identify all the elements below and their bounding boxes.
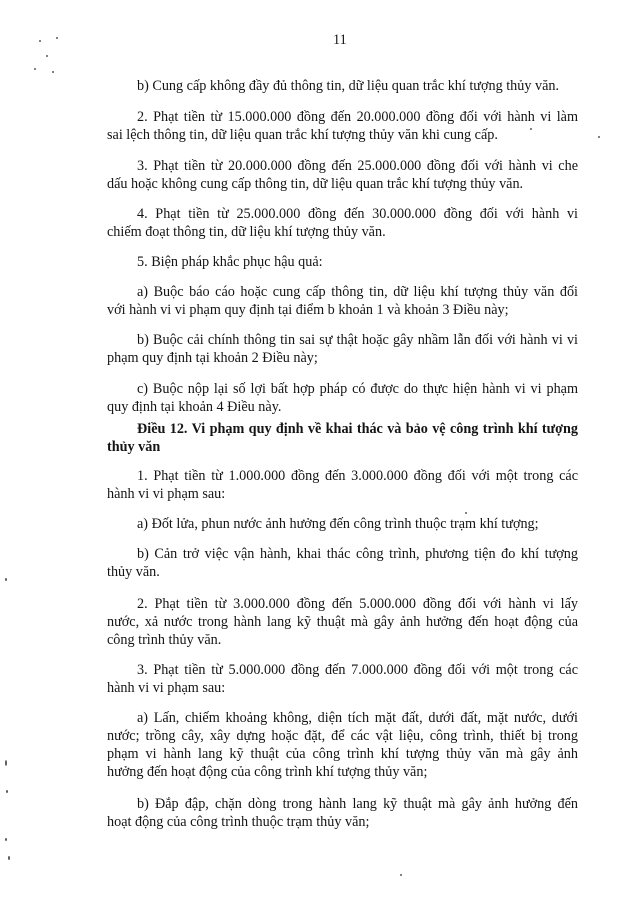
- text-line: b) Buộc cải chính thông tin sai sự thật hoặc gây nhầm lẫn đối với hành vi vi: [137, 332, 578, 348]
- scan-speck: [5, 760, 7, 766]
- text-line: a) Lấn, chiếm khoảng không, diện tích mặt đất, dưới đất, mặt nước, dưới: [137, 710, 578, 726]
- text-line: thủy văn.: [107, 564, 160, 580]
- text-line: a) Đốt lửa, phun nước ảnh hưởng đến công trình thuộc trạm khí tượng;: [137, 516, 539, 532]
- page-number: 11: [333, 32, 347, 48]
- text-line: phạm vi hành lang kỹ thuật của công trình khí tượng thủy văn mà gây ảnh: [107, 746, 578, 762]
- scan-speck: [52, 71, 54, 73]
- clause-1-point-b: [107, 77, 578, 95]
- text-line: sai lệch thông tin, dữ liệu quan trắc khí tượng thủy văn khi cung cấp.: [107, 127, 498, 143]
- text-line: hành vi vi phạm sau:: [107, 680, 226, 696]
- text-line: b) Đắp đập, chặn dòng trong hành lang kỹ thuật mà gây ảnh hưởng đến: [137, 796, 578, 812]
- text-line: công trình thủy văn.: [107, 632, 222, 648]
- text-line: quy định tại khoản 4 Điều này.: [107, 399, 282, 415]
- text-line: b) Cung cấp không đầy đủ thông tin, dữ liệu quan trắc khí tượng thủy văn.: [137, 78, 560, 94]
- text-line: 2. Phạt tiền từ 15.000.000 đồng đến 20.000.000 đồng đối với hành vi làm: [137, 109, 578, 125]
- remedy-point-b: [107, 331, 578, 367]
- text-line: a) Buộc báo cáo hoặc cung cấp thông tin, dữ liệu khí tượng thủy văn đối: [137, 284, 578, 300]
- text-line: 2. Phạt tiền từ 3.000.000 đồng đến 5.000.000 đồng đối với hành vi lấy: [137, 596, 578, 612]
- text-line: hưởng đến hoạt động của công trình khí tượng thủy văn;: [107, 764, 428, 780]
- text-line: hành vi vi phạm sau:: [107, 486, 226, 502]
- text-line: 5. Biện pháp khắc phục hậu quả:: [137, 254, 323, 270]
- clause-2: [107, 108, 578, 144]
- scan-speck: [5, 578, 7, 581]
- clause-4: [107, 205, 578, 241]
- scan-speck: [56, 37, 58, 39]
- scan-speck: [400, 874, 402, 876]
- remedy-point-c: [107, 380, 578, 416]
- scan-speck: [598, 136, 600, 138]
- text-line: 3. Phạt tiền từ 20.000.000 đồng đến 25.000.000 đồng đối với hành vi che: [137, 158, 578, 174]
- text-line: nước; trồng cây, xây dựng hoặc đặt, để các vật liệu, công trình, thiết bị trong: [107, 728, 578, 744]
- text-line: 1. Phạt tiền từ 1.000.000 đồng đến 3.000.000 đồng đối với một trong các: [137, 468, 578, 484]
- text-line: 4. Phạt tiền từ 25.000.000 đồng đến 30.000.000 đồng đối với hành vi: [137, 206, 578, 222]
- text-line: nước, xả nước trong hành lang kỹ thuật mà gây ảnh hưởng đến hoạt động của: [107, 614, 578, 630]
- scan-speck: [5, 838, 7, 841]
- article-12-clause-3-point-b: [107, 795, 578, 831]
- remedy-point-a: [107, 283, 578, 319]
- text-line: b) Cản trở việc vận hành, khai thác công trình, phương tiện đo khí tượng: [137, 546, 578, 562]
- text-line: hoạt động của công trình thuộc trạm thủy văn;: [107, 814, 370, 830]
- text-line: chiếm đoạt thông tin, dữ liệu khí tượng thủy văn.: [107, 224, 386, 240]
- article-12-clause-1: [107, 467, 578, 503]
- text-line: phạm quy định tại khoản 2 Điều này;: [107, 350, 318, 366]
- text-line: c) Buộc nộp lại số lợi bất hợp pháp có được do thực hiện hành vi vi phạm: [137, 381, 578, 397]
- clause-3: [107, 157, 578, 193]
- clause-5-remedies: [107, 253, 578, 271]
- text-line: dấu hoặc không cung cấp thông tin, dữ liệu quan trắc khí tượng thủy văn.: [107, 176, 524, 192]
- heading-line: thủy văn: [107, 438, 161, 455]
- scan-speck: [39, 40, 41, 42]
- text-line: 3. Phạt tiền từ 5.000.000 đồng đến 7.000.000 đồng đối với một trong các: [137, 662, 578, 678]
- text-line: với hành vi vi phạm quy định tại điểm b khoản 1 và khoản 3 Điều này;: [107, 302, 509, 318]
- article-12-clause-1-point-a: [107, 515, 578, 533]
- scan-speck: [6, 790, 8, 793]
- article-12-clause-1-point-b: [107, 545, 578, 581]
- scan-speck: [465, 512, 467, 514]
- article-12-clause-2: [107, 595, 578, 649]
- article-12-clause-3: [107, 661, 578, 697]
- article-12-clause-3-point-a: [107, 709, 578, 781]
- scan-speck: [34, 68, 36, 70]
- heading-line: Điều 12. Vi phạm quy định về khai thác và bảo vệ công trình khí tượng: [137, 421, 578, 437]
- scan-speck: [46, 55, 48, 57]
- scan-speck: [8, 856, 10, 860]
- article-12-heading: [107, 421, 578, 456]
